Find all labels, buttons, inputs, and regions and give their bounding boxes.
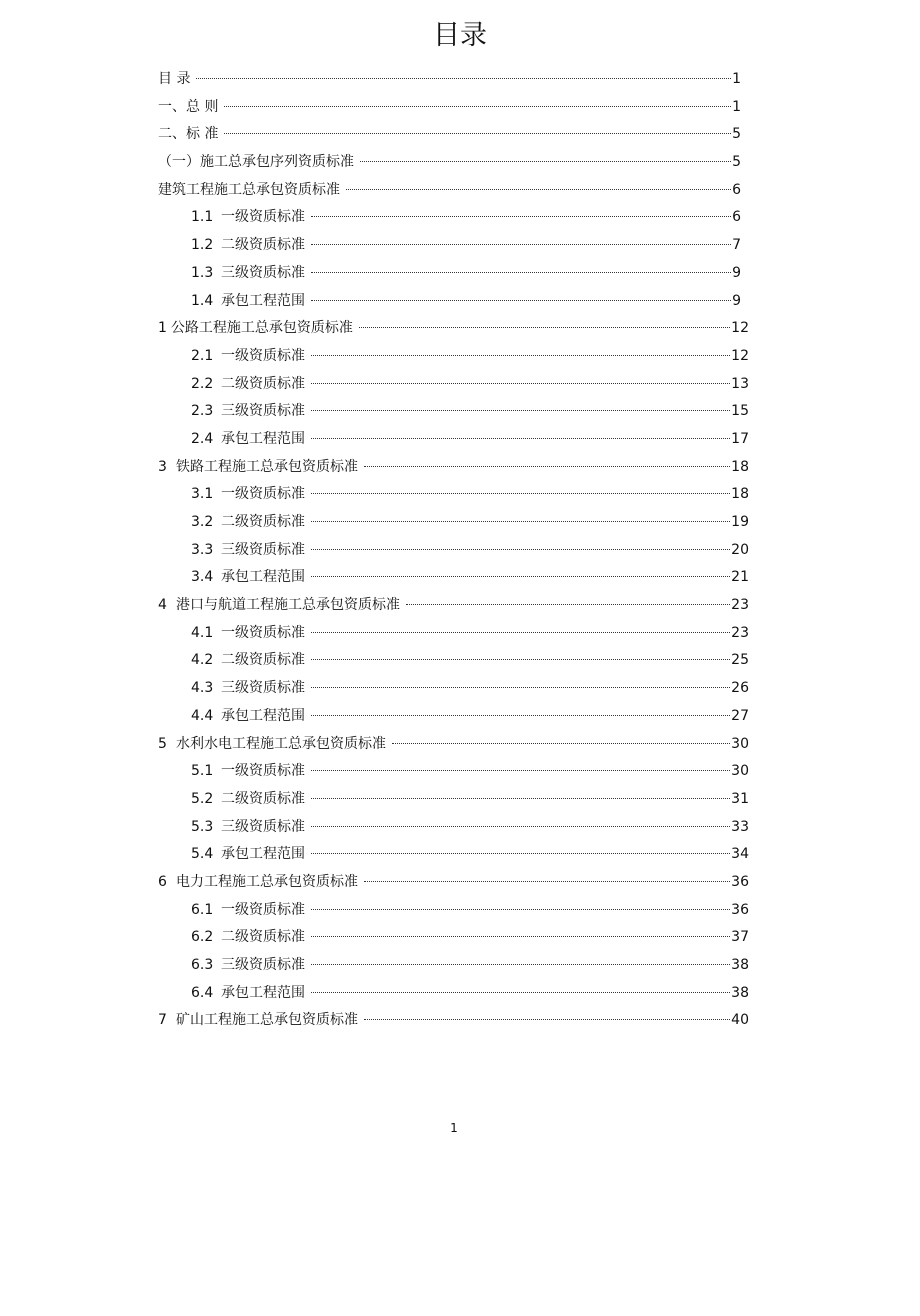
dot-leader [224, 106, 731, 107]
toc-entry[interactable] [158, 481, 749, 509]
toc-entry-page: 23 [731, 597, 749, 614]
toc-entry-number: 2.2 [191, 375, 214, 392]
toc-entry-label [191, 814, 311, 842]
toc-entry-number: 4.1 [191, 624, 214, 641]
toc-entry-label [191, 288, 311, 316]
dot-leader [311, 216, 731, 217]
toc-entry-page: 31 [731, 790, 749, 807]
dot-leader [311, 355, 730, 356]
toc-entry[interactable] [158, 121, 749, 149]
toc-entry-page: 12 [731, 347, 749, 364]
toc-entry-text: （一）施工总承包序列资质标准 [158, 154, 354, 171]
toc-entry-page: 40 [731, 1012, 749, 1029]
toc-entry[interactable] [158, 288, 749, 316]
toc-entry-number: 6.1 [191, 901, 214, 918]
toc-entry[interactable] [158, 204, 749, 232]
toc-entry-page: 33 [731, 818, 749, 835]
toc-entry-number: 4.3 [191, 680, 214, 697]
toc-entry-label [191, 232, 311, 260]
dot-leader [364, 466, 730, 467]
toc-entry-text: 矿山工程施工总承包资质标准 [176, 1012, 358, 1029]
toc-entry-number: 4 [158, 597, 167, 614]
toc-entry-text: 二级资质标准 [221, 514, 305, 530]
toc-entry-number: 3.3 [191, 541, 214, 558]
toc-entry-page: 1 [732, 98, 741, 115]
toc-entry-page: 9 [732, 264, 741, 281]
toc-entry[interactable] [158, 1007, 749, 1035]
dot-leader [360, 161, 731, 162]
toc-entry-label [191, 537, 311, 565]
toc-entry-page: 37 [731, 929, 749, 946]
toc-entry-text: 二级资质标准 [221, 652, 305, 669]
toc-entry-label [158, 869, 364, 897]
toc-entry-page: 18 [731, 486, 749, 503]
toc-entry-page: 25 [731, 652, 749, 669]
toc-entry[interactable] [158, 564, 749, 592]
toc-entry-number: 4.4 [191, 707, 214, 724]
toc-entry-text: 承包工程范围 [221, 292, 305, 309]
toc-entry-page: 34 [731, 846, 749, 863]
toc-entry[interactable] [158, 315, 749, 343]
toc-entry[interactable] [158, 260, 749, 288]
toc-entry-label [158, 177, 346, 205]
toc-entry[interactable] [158, 94, 749, 122]
toc-entry-label [191, 509, 311, 537]
toc-entry-text: 一级资质标准 [221, 901, 305, 918]
toc-entry[interactable] [158, 869, 749, 897]
toc-entry-text: 承包工程范围 [221, 846, 305, 863]
page-number: 1 [450, 1121, 458, 1135]
dot-leader [311, 992, 730, 993]
toc-entry-label [191, 564, 311, 592]
toc-entry-page: 7 [732, 237, 741, 254]
toc-entry-label [191, 980, 311, 1008]
dot-leader [364, 881, 730, 882]
toc-entry-label [191, 620, 311, 648]
toc-entry-page: 20 [731, 541, 749, 558]
toc-entry[interactable] [158, 814, 749, 842]
dot-leader [311, 632, 730, 633]
dot-leader [311, 936, 730, 937]
toc-entry-label [191, 675, 311, 703]
toc-entry[interactable] [158, 841, 749, 869]
toc-entry-number: 2.1 [191, 347, 214, 364]
dot-leader [311, 521, 730, 522]
toc-entry[interactable] [158, 177, 749, 205]
dot-leader [406, 604, 730, 605]
dot-leader [359, 327, 730, 328]
table-of-contents [158, 66, 749, 1035]
toc-entry-page: 27 [731, 707, 749, 724]
toc-entry-label [191, 703, 311, 731]
toc-entry[interactable] [158, 620, 749, 648]
toc-entry-label [158, 94, 224, 122]
toc-entry-number: 3.4 [191, 569, 214, 586]
toc-entry[interactable] [158, 454, 749, 482]
toc-entry-page: 6 [732, 209, 741, 226]
toc-entry-text: 一级资质标准 [221, 347, 305, 364]
dot-leader [311, 493, 730, 494]
page-title: 目录 [433, 20, 487, 51]
toc-entry-number: 1.3 [191, 264, 214, 281]
dot-leader [311, 438, 730, 439]
toc-entry-number: 3.1 [191, 486, 214, 503]
toc-entry[interactable] [158, 537, 749, 565]
toc-entry-text: 承包工程范围 [221, 984, 305, 1001]
toc-entry-text: 二级资质标准 [221, 929, 305, 946]
toc-entry-label [191, 481, 311, 509]
toc-entry-label [158, 66, 196, 94]
toc-entry-number: 1.4 [191, 292, 214, 309]
dot-leader [311, 853, 730, 854]
toc-entry-label [191, 343, 311, 371]
toc-entry-label [158, 315, 359, 343]
dot-leader [311, 659, 730, 660]
toc-entry-page: 12 [731, 320, 749, 337]
toc-entry-label [191, 398, 311, 426]
toc-entry[interactable] [158, 149, 749, 177]
toc-entry-label [191, 924, 311, 952]
toc-entry[interactable] [158, 758, 749, 786]
toc-entry[interactable] [158, 426, 749, 454]
toc-entry-label [191, 952, 311, 980]
toc-entry-text: 三级资质标准 [221, 680, 305, 697]
toc-entry-text: 公路工程施工总承包资质标准 [170, 320, 353, 337]
toc-entry-label [158, 454, 364, 482]
toc-entry-number: 5.4 [191, 846, 214, 863]
dot-leader [311, 383, 730, 384]
toc-entry-label [191, 426, 311, 454]
toc-entry-text: 承包工程范围 [221, 430, 305, 447]
toc-entry-page: 36 [731, 873, 749, 890]
dot-leader [311, 549, 730, 550]
toc-entry-label [191, 897, 311, 925]
toc-entry-text: 一级资质标准 [221, 209, 305, 226]
toc-entry-text: 二、标 准 [158, 126, 219, 143]
toc-entry-page: 38 [731, 957, 749, 973]
toc-entry-label [191, 841, 311, 869]
toc-entry-text: 承包工程范围 [221, 707, 305, 724]
toc-entry[interactable] [158, 786, 749, 814]
toc-entry-page: 30 [731, 735, 749, 752]
toc-entry[interactable] [158, 398, 749, 426]
toc-entry-label [158, 121, 224, 149]
toc-entry[interactable] [158, 897, 749, 925]
toc-entry-text: 建筑工程施工总承包资质标准 [158, 181, 340, 198]
dot-leader [311, 909, 730, 910]
dot-leader [346, 189, 731, 190]
dot-leader [392, 743, 730, 744]
toc-entry[interactable] [158, 980, 749, 1008]
toc-entry-number: 1 [158, 320, 167, 337]
dot-leader [311, 410, 730, 411]
dot-leader [311, 715, 730, 716]
dot-leader [196, 78, 731, 79]
toc-entry-label [191, 758, 311, 786]
toc-entry-number: 5.3 [191, 818, 214, 835]
toc-entry[interactable] [158, 509, 749, 537]
toc-entry-text: 一、总 则 [158, 98, 219, 115]
toc-entry-page: 36 [731, 901, 749, 918]
dot-leader [311, 244, 731, 245]
toc-entry-number: 4.2 [191, 652, 214, 669]
dot-leader [364, 1019, 730, 1020]
toc-entry-page: 5 [732, 154, 741, 171]
toc-entry-text: 一级资质标准 [221, 624, 305, 641]
toc-entry[interactable] [158, 924, 749, 952]
dot-leader [311, 798, 730, 799]
dot-leader [311, 770, 730, 771]
toc-entry[interactable] [158, 647, 749, 675]
toc-entry-label [191, 204, 311, 232]
toc-entry-text: 三级资质标准 [221, 264, 305, 281]
toc-entry-number: 3 [158, 458, 167, 475]
toc-entry-text: 三级资质标准 [221, 818, 305, 835]
toc-entry-number: 7 [158, 1012, 167, 1029]
toc-entry-label [158, 1007, 364, 1035]
toc-entry-text: 二级资质标准 [221, 375, 305, 392]
toc-entry-text: 二级资质标准 [221, 237, 305, 254]
toc-entry-number: 1.1 [191, 209, 214, 226]
toc-entry-label [158, 592, 406, 620]
toc-entry-page: 15 [731, 403, 749, 420]
toc-entry-number: 6 [158, 873, 167, 890]
dot-leader [311, 826, 730, 827]
toc-entry-text: 三级资质标准 [221, 957, 305, 973]
toc-entry-page: 9 [732, 292, 741, 309]
toc-entry-text: 一级资质标准 [221, 763, 305, 780]
toc-entry-number: 6.2 [191, 929, 214, 946]
toc-entry-label [191, 371, 311, 399]
toc-entry-number: 6.3 [191, 957, 214, 973]
toc-entry-page: 13 [731, 375, 749, 392]
toc-entry[interactable] [158, 343, 749, 371]
toc-entry[interactable] [158, 66, 749, 94]
toc-entry-label [158, 149, 360, 177]
toc-entry-page: 19 [731, 514, 749, 530]
toc-entry-number: 5.2 [191, 790, 214, 807]
toc-entry-page: 38 [731, 984, 749, 1001]
toc-entry-number: 6.4 [191, 984, 214, 1001]
toc-entry-text: 一级资质标准 [221, 486, 305, 503]
toc-entry-label [191, 647, 311, 675]
toc-entry-page: 30 [731, 763, 749, 780]
dot-leader [311, 687, 730, 688]
toc-entry-text: 三级资质标准 [221, 403, 305, 420]
toc-entry-page: 1 [732, 71, 741, 87]
toc-entry-page: 21 [731, 569, 749, 586]
toc-entry[interactable] [158, 371, 749, 399]
toc-entry[interactable] [158, 731, 749, 759]
toc-entry-number: 2.4 [191, 430, 214, 447]
toc-entry-text: 目 录 [158, 71, 191, 87]
toc-entry-text: 铁路工程施工总承包资质标准 [176, 458, 358, 475]
toc-entry-number: 5 [158, 735, 167, 752]
toc-entry-number: 2.3 [191, 403, 214, 420]
toc-entry[interactable] [158, 703, 749, 731]
toc-entry[interactable] [158, 675, 749, 703]
toc-entry-page: 18 [731, 458, 749, 475]
toc-entry[interactable] [158, 592, 749, 620]
dot-leader [311, 576, 730, 577]
toc-entry-text: 承包工程范围 [221, 569, 305, 586]
toc-entry-label [191, 260, 311, 288]
toc-entry[interactable] [158, 232, 749, 260]
toc-entry-number: 1.2 [191, 237, 214, 254]
toc-entry-text: 水利水电工程施工总承包资质标准 [176, 735, 386, 752]
toc-entry-text: 二级资质标准 [221, 790, 305, 807]
dot-leader [311, 300, 731, 301]
toc-entry-page: 5 [732, 126, 741, 143]
toc-entry-text: 电力工程施工总承包资质标准 [176, 873, 358, 890]
toc-entry-number: 3.2 [191, 514, 214, 530]
toc-entry-page: 26 [731, 680, 749, 697]
dot-leader [224, 133, 731, 134]
toc-entry-label [191, 786, 311, 814]
toc-entry-label [158, 731, 392, 759]
toc-entry-text: 三级资质标准 [221, 541, 305, 558]
toc-entry-page: 6 [732, 181, 741, 198]
toc-entry-number: 5.1 [191, 763, 214, 780]
dot-leader [311, 272, 731, 273]
toc-entry-page: 17 [731, 430, 749, 447]
dot-leader [311, 964, 730, 965]
toc-entry-text: 港口与航道工程施工总承包资质标准 [176, 597, 400, 614]
toc-entry[interactable] [158, 952, 749, 980]
toc-entry-page: 23 [731, 624, 749, 641]
